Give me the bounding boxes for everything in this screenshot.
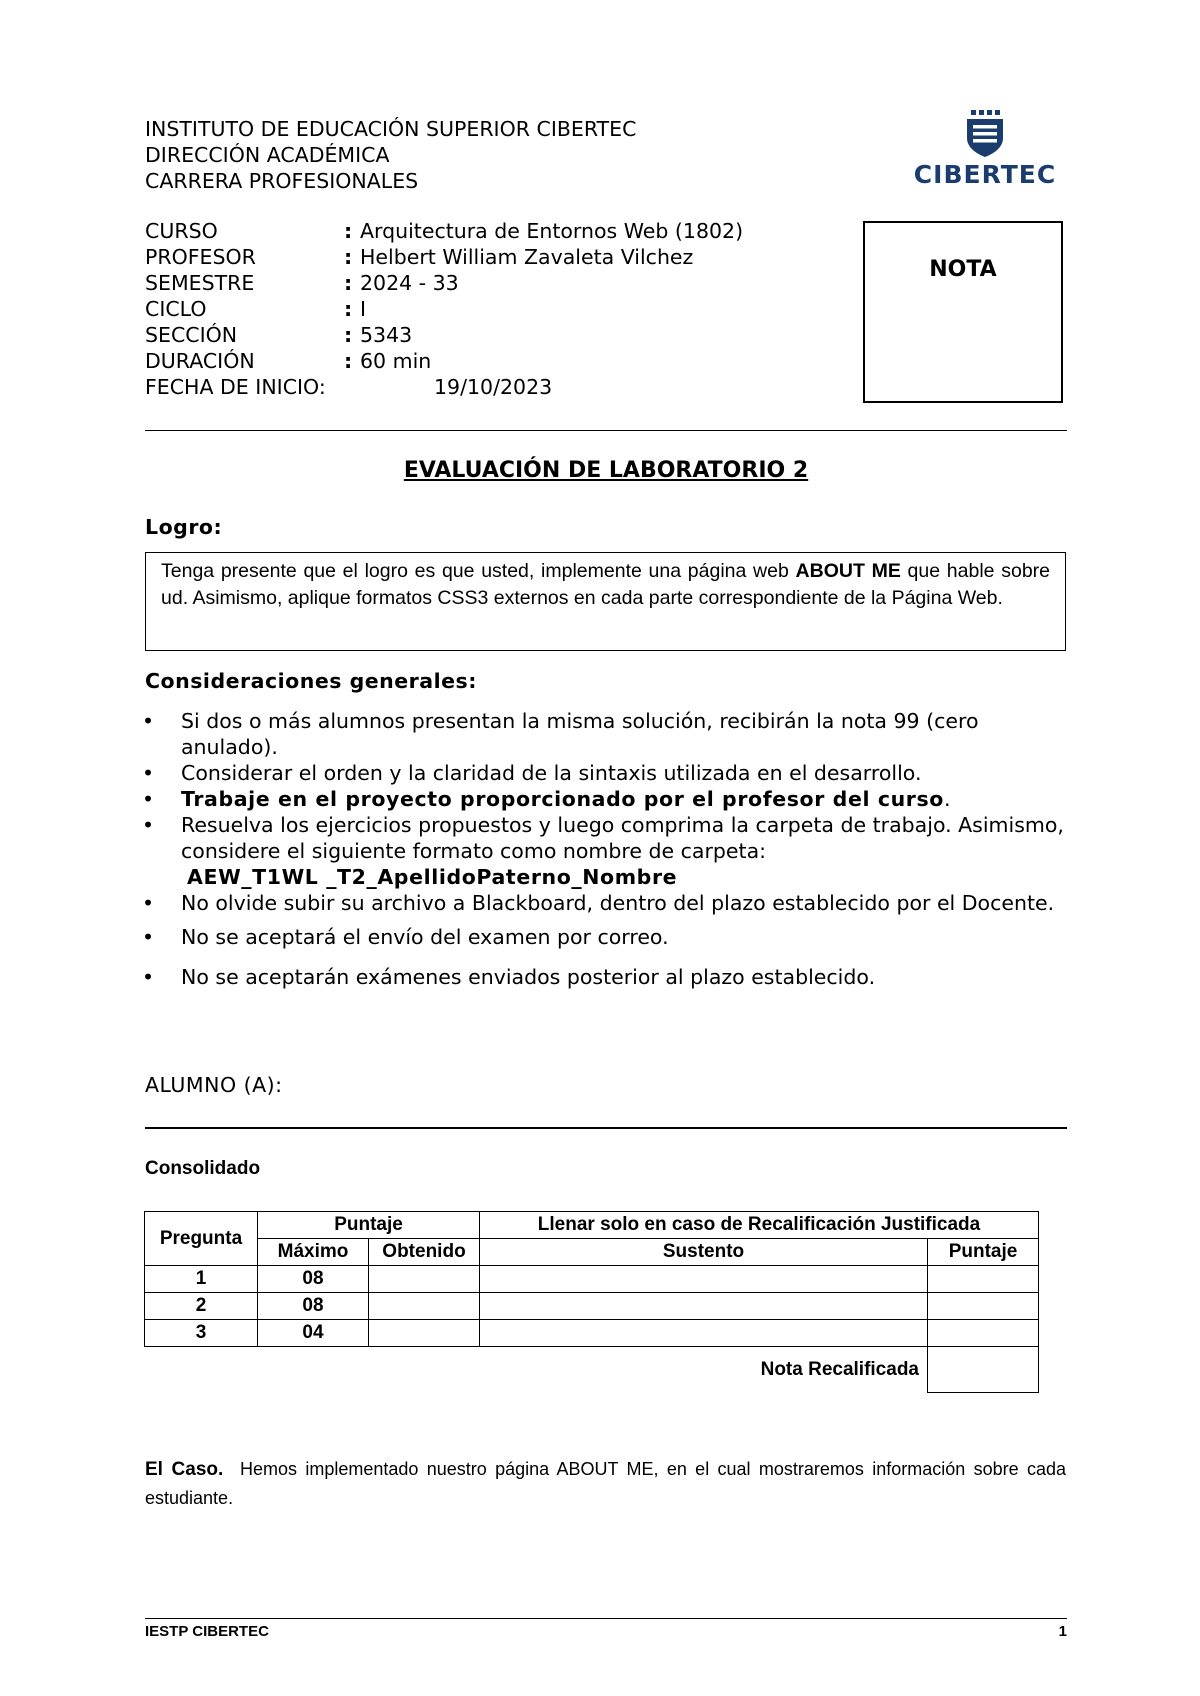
list-item-text: No se aceptará el envío del examen por correo. — [181, 925, 669, 949]
case-text: Hemos implementado nuestro página ABOUT ME, en el cual mostraremos información sobre cada estudiante. — [145, 1459, 1066, 1508]
institution-header — [145, 116, 636, 194]
list-item — [140, 786, 1067, 812]
list-item-text: No olvide subir su archivo a Blackboard, dentro del plazo establecido por el Docente. — [181, 891, 1055, 915]
bullet-icon: • — [142, 709, 155, 733]
bullet-icon: • — [142, 787, 155, 811]
case-heading: El Caso. — [145, 1459, 224, 1480]
info-value: 5343 — [360, 323, 413, 347]
info-value: 2024 - 33 — [360, 271, 459, 295]
info-value: 19/10/2023 — [434, 375, 553, 399]
info-label: FECHA DE INICIO: — [145, 375, 326, 399]
cell-puntaje[interactable] — [928, 1293, 1039, 1320]
info-value: 60 min — [360, 349, 432, 373]
table-subheader-row — [145, 1239, 1039, 1266]
cell-pregunta: 1 — [145, 1266, 258, 1293]
grade-box-label: NOTA — [929, 257, 997, 282]
info-separator: : — [344, 245, 353, 269]
table-header-row — [145, 1212, 1039, 1239]
info-label: SEMESTRE — [145, 271, 255, 295]
list-item-text: Trabaje en el proyecto proporcionado por el profesor del curso — [181, 787, 944, 811]
student-label: ALUMNO (A): — [145, 1073, 283, 1097]
cibertec-logo — [905, 110, 1065, 190]
table-footer-row — [145, 1347, 1039, 1393]
consolidated-heading: Consolidado — [145, 1158, 261, 1179]
header-maximo: Máximo — [258, 1239, 369, 1266]
nota-recalificada-label: Nota Recalificada — [760, 1358, 919, 1380]
bullet-icon: • — [142, 965, 155, 989]
bullet-icon: • — [142, 891, 155, 915]
cell-sustento[interactable] — [480, 1320, 928, 1347]
info-separator: : — [344, 297, 353, 321]
career-line: CARRERA PROFESIONALES — [145, 169, 419, 193]
shield-icon — [963, 110, 1007, 158]
nota-recalificada-cell[interactable] — [928, 1347, 1039, 1393]
list-item — [140, 760, 1067, 786]
table-row — [145, 1266, 1039, 1293]
info-label: CURSO — [145, 219, 218, 243]
header-obtenido: Obtenido — [369, 1239, 480, 1266]
list-item-text: Considerar el orden y la claridad de la sintaxis utilizada en el desarrollo. — [181, 761, 922, 785]
cell-puntaje[interactable] — [928, 1320, 1039, 1347]
case-paragraph — [145, 1455, 1066, 1513]
footer-divider — [145, 1618, 1067, 1619]
cell-pregunta: 2 — [145, 1293, 258, 1320]
logro-text-after: que hable sobre ud. Asimismo, aplique formatos CSS3 externos en cada parte correspondiente de la Página Web. — [161, 560, 1051, 609]
info-value: Arquitectura de Entornos Web (1802) — [360, 219, 744, 243]
cell-maximo: 04 — [258, 1320, 369, 1347]
bullet-icon: • — [142, 813, 155, 837]
list-item — [140, 924, 1067, 950]
footer-institution: IESTP CIBERTEC — [145, 1623, 269, 1640]
table-row — [145, 1320, 1039, 1347]
info-value: Helbert William Zavaleta Vilchez — [360, 245, 694, 269]
list-item-suffix: . — [943, 787, 951, 811]
list-item — [140, 884, 1067, 922]
bullet-icon: • — [142, 761, 155, 785]
logro-text: Tenga presente que el logro es que usted, implemente una página web — [161, 560, 796, 582]
cell-sustento[interactable] — [480, 1266, 928, 1293]
header-puntaje-recal: Puntaje — [928, 1239, 1039, 1266]
academic-direction: DIRECCIÓN ACADÉMICA — [145, 143, 390, 167]
cell-sustento[interactable] — [480, 1293, 928, 1320]
logo-wordmark: CIBERTEC — [913, 160, 1057, 189]
table-row — [145, 1293, 1039, 1320]
info-label: PROFESOR — [145, 245, 256, 269]
info-label: CICLO — [145, 297, 207, 321]
divider — [145, 430, 1067, 431]
info-label: SECCIÓN — [145, 323, 238, 347]
considerations-list — [140, 708, 1067, 990]
list-item-text: Si dos o más alumnos presentan la misma solución, recibirán la nota 99 (cero anulado). — [181, 709, 979, 759]
page-title: EVALUACIÓN DE LABORATORIO 2 — [403, 458, 809, 483]
bullet-icon: • — [142, 925, 155, 949]
info-separator: : — [344, 271, 353, 295]
cell-obtenido[interactable] — [369, 1293, 480, 1320]
cell-puntaje[interactable] — [928, 1266, 1039, 1293]
list-item — [140, 812, 1067, 890]
cell-obtenido[interactable] — [369, 1266, 480, 1293]
logro-heading: Logro: — [145, 515, 223, 539]
cell-pregunta: 3 — [145, 1320, 258, 1347]
logro-box — [145, 552, 1066, 651]
header-pregunta: Pregunta — [145, 1212, 258, 1266]
info-label: DURACIÓN — [145, 349, 255, 373]
list-item — [140, 708, 1067, 760]
folder-name-format: AEW_T1WL _T2_ApellidoPaterno_Nombre — [187, 865, 678, 889]
info-separator: : — [344, 323, 353, 347]
page-number: 1 — [1058, 1623, 1067, 1640]
grade-box — [863, 221, 1063, 403]
student-name-line[interactable] — [145, 1127, 1067, 1129]
logro-text-bold: ABOUT ME — [795, 560, 901, 582]
info-separator: : — [344, 219, 353, 243]
institution-name: INSTITUTO DE EDUCACIÓN SUPERIOR CIBERTEC — [145, 117, 637, 141]
list-item-text: No se aceptarán exámenes enviados posterior al plazo establecido. — [181, 965, 876, 989]
cell-maximo: 08 — [258, 1266, 369, 1293]
header-sustento: Sustento — [480, 1239, 928, 1266]
info-separator: : — [344, 349, 353, 373]
header-puntaje: Puntaje — [258, 1212, 480, 1239]
cell-obtenido[interactable] — [369, 1320, 480, 1347]
grading-table — [144, 1211, 1039, 1393]
header-recalificacion: Llenar solo en caso de Recalificación Justificada — [480, 1212, 1039, 1239]
list-item-text: Resuelva los ejercicios propuestos y luego comprima la carpeta de trabajo. Asimismo, considere el siguiente formato como nombre de carpeta: — [181, 813, 1064, 863]
cell-maximo: 08 — [258, 1293, 369, 1320]
info-value: I — [360, 297, 367, 321]
considerations-heading: Consideraciones generales: — [145, 669, 477, 693]
list-item — [140, 964, 1067, 990]
